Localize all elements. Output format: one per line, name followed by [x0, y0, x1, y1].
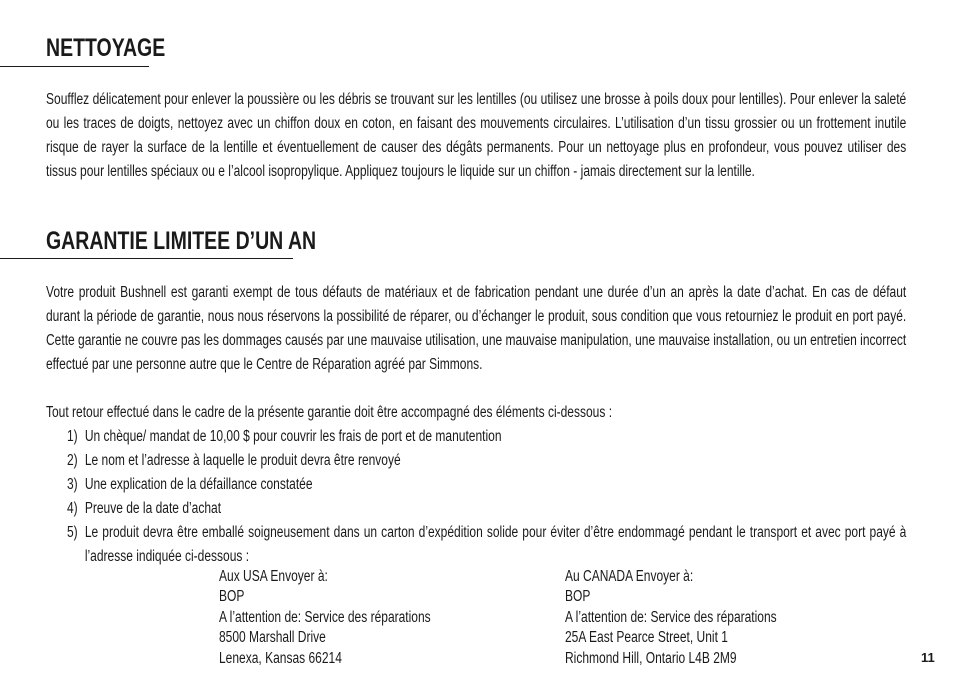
address-canada-line: Au CANADA Envoyer à:	[565, 568, 694, 585]
warranty-title: GARANTIE LIMITEE D’UN AN	[46, 227, 317, 255]
return-intro: Tout retour effectué dans le cadre de la présente garantie doit être accompagné des éléments ci-dessous :	[46, 404, 613, 421]
list-item-text: Preuve de la date d’achat	[84, 500, 222, 517]
address-usa-line: A l’attention de: Service des réparations	[219, 608, 431, 626]
return-requirements-list	[67, 425, 906, 569]
warranty-paragraph	[46, 281, 906, 377]
page-number: 11	[921, 650, 935, 665]
address-canada-line: Richmond Hill, Ontario L4B 2M9	[565, 649, 737, 667]
address-usa-line: Lenexa, Kansas 66214	[219, 649, 342, 667]
address-usa-line: BOP	[219, 588, 245, 606]
cleaning-underline	[0, 66, 149, 67]
address-usa	[219, 567, 431, 669]
address-usa-line: 8500 Marshall Drive	[219, 629, 326, 647]
address-canada	[565, 567, 777, 669]
cleaning-body: Soufflez délicatement pour enlever la poussière ou les débris se trouvant sur les lentilles (ou utilisez une brosse à poils doux pour lentilles). Pour enlever la saleté ou les traces de doigts, nettoyez avec un chiffon doux en coton, en faisant des mouvements circulaires. L’utilisation d’un tissu grossier ou un frottement inutile risque de rayer la surface de la lentille et éventuellement de causer des dégâts permanents. Pour un nettoyage plus en profondeur, vous pouvez utiliser des tissus pour lentilles spéciaux ou e l’alcool isopropylique. Appliquez toujours le liquide sur un chiffon - jamais directement sur la lentille.	[46, 91, 907, 180]
list-item-text: Le nom et l’adresse à laquelle le produit devra être renvoyé	[84, 452, 401, 469]
address-canada-line: A l’attention de: Service des réparations	[565, 608, 777, 626]
list-item	[67, 473, 906, 497]
address-canada-line: BOP	[565, 588, 591, 606]
list-item	[67, 497, 906, 521]
cleaning-paragraph	[46, 88, 906, 184]
address-canada-line: 25A East Pearce Street, Unit 1	[565, 629, 728, 647]
list-item-number: 5)	[67, 524, 78, 541]
list-item-number: 2)	[67, 452, 78, 469]
list-item	[67, 449, 906, 473]
cleaning-title: NETTOYAGE	[46, 34, 166, 62]
return-intro-paragraph	[46, 401, 906, 425]
list-item	[67, 425, 906, 449]
list-item-text: Une explication de la défaillance constatée	[84, 476, 313, 493]
list-item-text: Le produit devra être emballé soigneusement dans un carton d’expédition solide pour éviter d’être endommagé pendant le transport et avec port payé à l’adresse indiquée ci-dessous :	[84, 524, 907, 565]
list-item-number: 3)	[67, 476, 78, 493]
list-item	[67, 521, 906, 569]
list-item-number: 4)	[67, 500, 78, 517]
warranty-body: Votre produit Bushnell est garanti exempt de tous défauts de matériaux et de fabrication pendant une durée d’un an après la date d’achat. En cas de défaut durant la période de garantie, nous nous réservons la possibilité de réparer, ou d’échanger le produit, sous condition que vous retourniez le produit en port payé. Cette garantie ne couvre pas les dommages causés par une mauvaise utilisation, une mauvaise manipulation, une mauvaise installation, ou un entretien incorrect effectué par une personne autre que le Centre de Réparation agréé par Simmons.	[46, 284, 907, 373]
address-usa-line: Aux USA Envoyer à:	[219, 568, 328, 585]
warranty-underline	[0, 258, 293, 259]
list-item-text: Un chèque/ mandat de 10,00 $ pour couvrir les frais de port et de manutention	[84, 428, 502, 445]
list-item-number: 1)	[67, 428, 78, 445]
